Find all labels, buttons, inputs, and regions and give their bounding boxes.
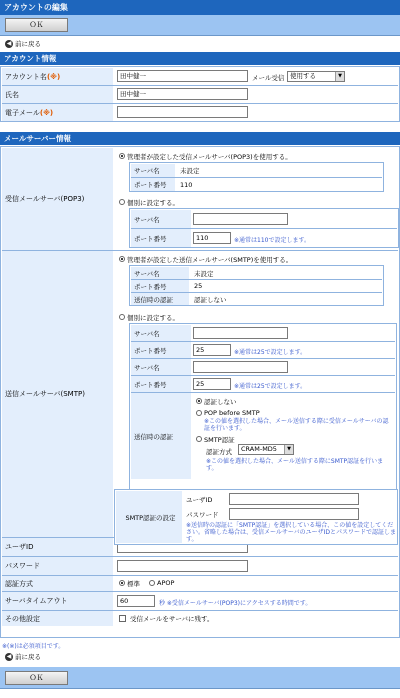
ok-button-bottom[interactable]: ＯＫ	[5, 671, 68, 685]
account-section-title: アカウント情報	[0, 52, 400, 65]
server-table	[0, 146, 400, 638]
smtp-user-id-input[interactable]	[229, 493, 359, 505]
pop3-custom-server-label: サーバ名	[131, 210, 191, 228]
password-input[interactable]	[117, 560, 248, 572]
smtp-custom-server2-label: サーバ名	[131, 359, 191, 375]
smtp-admin-option: 管理者が設定した送信メールサーバ(SMTP)を使用する。	[127, 256, 293, 264]
smtp-auth-pop-note: ※この値を選択した場合、メール送信する際に受信メールサーバの認証を行います。	[204, 418, 389, 432]
pop3-label: 受信メールサーバ(POP3)	[2, 148, 113, 250]
smtp-auth-smtp-note: ※この値を選択した場合、メール送信する際にSMTP認証を行います。	[206, 458, 384, 472]
smtp-custom-port-input[interactable]: 25	[193, 344, 231, 356]
pop3-custom-table	[129, 208, 399, 248]
password-label: パスワード	[2, 557, 113, 575]
pop3-custom-option: 個別に設定する。	[127, 199, 179, 207]
auth-apop-label: APOP	[157, 579, 175, 587]
ok-button[interactable]: ＯＫ	[5, 18, 68, 32]
pop3-server-value: 未設定	[180, 167, 200, 175]
smtp-auth-none-label: 認証しない	[204, 398, 237, 406]
timeout-input[interactable]: 60	[117, 595, 155, 607]
pop3-admin-option: 管理者が設定した受信メールサーバ(POP3)を使用する。	[127, 153, 292, 161]
full-name-input[interactable]: 田中健一	[117, 88, 248, 100]
account-name-label: アカウント名 (※)	[2, 68, 113, 85]
smtp-auth-smtp-radio[interactable]	[196, 436, 202, 442]
smtp-custom-server-label: サーバ名	[131, 325, 191, 341]
smtp-label: 送信メールサーバ(SMTP)	[2, 251, 113, 537]
smtp-admin-table	[129, 265, 384, 306]
smtp-password-label: パスワード	[186, 511, 219, 519]
email-cell	[114, 104, 398, 121]
back-link-bottom[interactable]: ◀ 前に戻る	[6, 653, 41, 661]
smtp-auth-settings-label: SMTP認証の設定	[116, 491, 182, 543]
leave-on-server-checkbox[interactable]	[119, 615, 126, 622]
pop3-admin-table	[129, 162, 384, 192]
smtp-custom-port2-label: ポート番号	[131, 376, 191, 392]
smtp-auth-method-label: 認証方式	[206, 448, 232, 456]
timeout-label: サーバタイムアウト	[2, 592, 113, 610]
smtp-auth-settings-note: ※送信時の認証に「SMTP認証」を選択している場合、この値を設定してください。省略した場合は、受信メールサーバのユーザIDとパスワードで認証します。	[186, 522, 396, 543]
server-section-title: メールサーバー情報	[0, 132, 400, 145]
smtp-custom-port-label: ポート番号	[131, 342, 191, 358]
bottom-toolbar	[0, 667, 400, 689]
account-name-cell	[114, 68, 398, 85]
email-input[interactable]	[117, 106, 248, 118]
smtp-custom-auth-label: 送信時の認証	[131, 393, 191, 479]
pop3-custom-port-note: ※通常は110で設定します。	[234, 237, 310, 244]
pop3-custom-port-input[interactable]: 110	[193, 232, 231, 244]
chevron-down-icon: ▼	[335, 72, 344, 81]
auth-standard-label: 標準	[127, 580, 140, 588]
smtp-password-input[interactable]	[229, 508, 359, 520]
smtp-auth-smtp-label: SMTP認証	[204, 436, 235, 444]
smtp-custom-server-input[interactable]	[193, 327, 288, 339]
auth-method-cell	[114, 576, 398, 591]
auth-apop-radio[interactable]	[149, 580, 155, 586]
auth-method-label: 認証方式	[2, 576, 113, 591]
top-toolbar	[0, 15, 400, 36]
smtp-admin-radio[interactable]	[119, 256, 125, 262]
smtp-auth-method-select[interactable]: CRAM-MD5 ▼	[238, 444, 294, 455]
smtp-custom-radio[interactable]	[119, 314, 125, 320]
leave-on-server-label: 受信メールをサーバに残す。	[130, 615, 214, 623]
smtp-auth-settings-table	[114, 489, 398, 545]
other-settings-cell	[114, 611, 398, 626]
timeout-note: 秒 ※受信メールサーバ(POP3)にアクセスする時間です。	[159, 600, 312, 607]
smtp-auth-label: 送信時の認証	[131, 293, 189, 305]
pop3-custom-port-label: ポート番号	[131, 229, 191, 247]
back-arrow-icon: ◀	[6, 653, 12, 660]
smtp-custom-port-note: ※通常は25で設定します。	[234, 349, 307, 356]
mail-receive-label: メール受信	[252, 74, 285, 82]
pop3-cell	[114, 148, 398, 250]
account-table	[0, 66, 400, 122]
back-arrow-icon: ◀	[6, 40, 12, 47]
user-id-label: ユーザID	[2, 538, 113, 556]
smtp-server-value: 未設定	[194, 269, 214, 278]
smtp-auth-value: 認証しない	[194, 295, 227, 304]
smtp-auth-pop-radio[interactable]	[196, 410, 202, 416]
chevron-down-icon: ▼	[284, 445, 293, 454]
pop3-server-label: サーバ名	[131, 164, 175, 177]
timeout-cell	[114, 592, 398, 610]
smtp-user-id-label: ユーザID	[186, 496, 213, 504]
full-name-label: 氏名	[2, 86, 113, 103]
account-name-input[interactable]: 田中健一	[117, 70, 248, 82]
smtp-port-value: 25	[194, 282, 203, 290]
page-title: アカウントの編集	[0, 0, 400, 15]
mail-receive-select[interactable]: 使用する ▼	[287, 71, 345, 82]
smtp-custom-server2-input[interactable]	[193, 361, 288, 373]
email-label: 電子メール (※)	[2, 104, 113, 121]
required-note: ※(※)は必須項目です。	[2, 643, 65, 650]
smtp-port-label: ポート番号	[131, 280, 189, 292]
smtp-custom-port2-input[interactable]: 25	[193, 378, 231, 390]
other-settings-label: その他設定	[2, 611, 113, 626]
pop3-port-value: 110	[180, 180, 193, 189]
smtp-auth-pop-label: POP before SMTP	[204, 409, 260, 417]
back-link[interactable]: ◀ 前に戻る	[6, 40, 41, 48]
pop3-custom-radio[interactable]	[119, 199, 125, 205]
full-name-cell	[114, 86, 398, 103]
password-cell	[114, 557, 398, 575]
pop3-admin-radio[interactable]	[119, 153, 125, 159]
smtp-custom-port2-note: ※通常は25で設定します。	[234, 383, 307, 390]
smtp-auth-none-radio[interactable]	[196, 398, 202, 404]
auth-standard-radio[interactable]	[119, 580, 125, 586]
pop3-port-label: ポート番号	[131, 178, 175, 191]
smtp-server-label: サーバ名	[131, 267, 189, 279]
smtp-custom-option: 個別に設定する。	[127, 314, 179, 322]
pop3-custom-server-input[interactable]	[193, 213, 288, 225]
